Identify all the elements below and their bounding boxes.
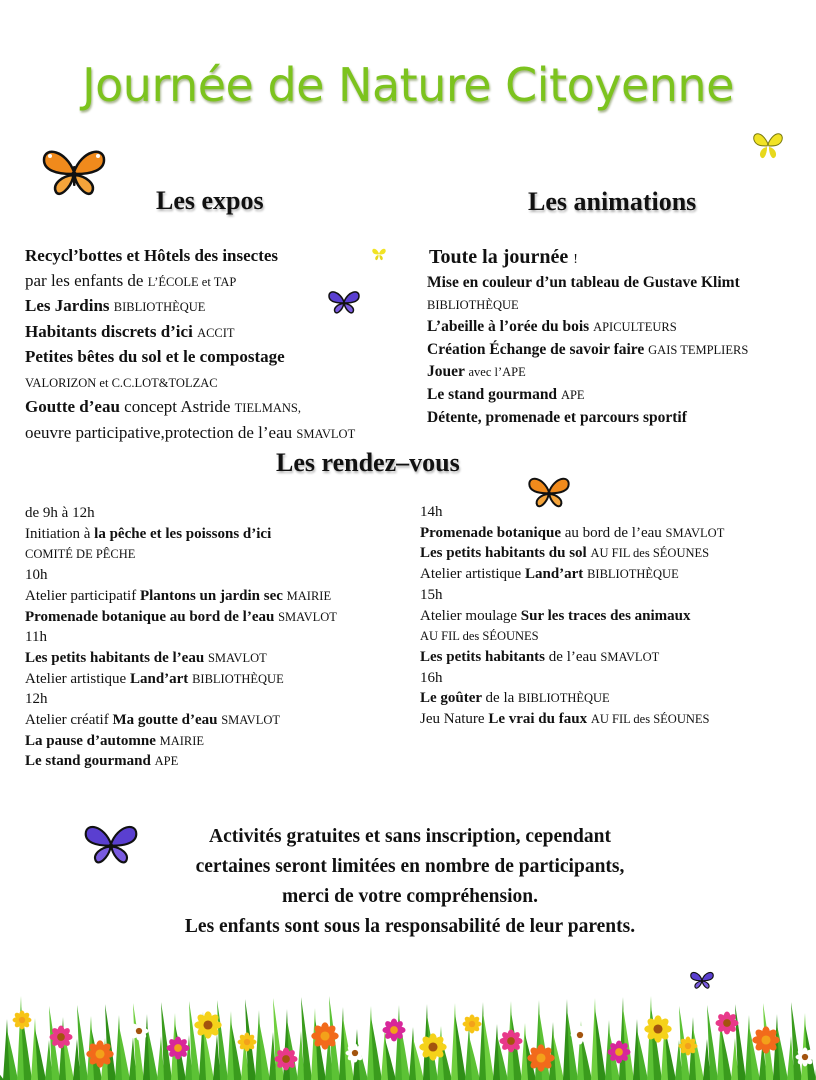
- line-segment: au bord de l’eau: [564, 524, 666, 541]
- line-segment: SMAVLOT: [665, 525, 725, 540]
- line-segment: Habitants discrets d’ici: [25, 321, 198, 341]
- line-segment: Recycl’bottes et Hôtels des insectes: [25, 246, 279, 265]
- line-segment: GAIS TEMPLIERS: [648, 342, 749, 357]
- list-line: [25, 503, 415, 524]
- list-line: [25, 689, 415, 710]
- flower: [571, 1026, 590, 1045]
- line-segment: Mise en couleur d’un tableau de Gustave Klimt: [427, 274, 740, 291]
- line-segment: 10h: [25, 567, 48, 584]
- line-segment: Le stand gourmand: [427, 385, 561, 403]
- list-line: [427, 361, 807, 384]
- line-segment: AU FIL des SÉOUNES: [420, 629, 539, 644]
- list-line: [25, 710, 415, 731]
- line-segment: Les Jardins: [25, 296, 114, 315]
- list-line: [420, 709, 810, 730]
- list-line: [25, 607, 415, 628]
- grass-flower-border: [0, 980, 816, 1080]
- flower: [796, 1048, 815, 1067]
- line-segment: Sur les traces des animaux: [520, 607, 691, 624]
- line-segment: BIBLIOTHÈQUE: [192, 671, 284, 686]
- footer-line: merci de votre compréhension.: [282, 886, 538, 907]
- list-line: [25, 731, 415, 752]
- list-line: [25, 395, 425, 421]
- line-segment: VALORIZON et C.C.LOT&TOLZAC: [25, 375, 218, 390]
- flower: [274, 1047, 297, 1070]
- line-segment: 12h: [25, 691, 48, 708]
- line-segment: 16h: [420, 669, 443, 686]
- line-segment: TIELMANS,: [234, 401, 301, 415]
- list-line: [25, 586, 415, 607]
- line-segment: L’abeille à l’orée du bois: [427, 318, 594, 336]
- line-segment: MAIRIE: [286, 588, 332, 603]
- animations-subheading: [429, 246, 578, 269]
- flower: [238, 1033, 257, 1052]
- list-line: [420, 606, 810, 627]
- line-segment: ACCIT: [197, 325, 235, 340]
- line-segment: Atelier artistique: [420, 566, 525, 583]
- list-line: [427, 294, 807, 317]
- line-segment: Atelier participatif: [25, 587, 140, 604]
- list-line: [25, 544, 415, 565]
- line-segment: et: [198, 274, 214, 289]
- line-segment: TAP: [213, 274, 237, 289]
- line-segment: APE: [154, 754, 179, 769]
- line-segment: Petites bêtes du sol et le compostage: [25, 347, 285, 366]
- list-line: [25, 370, 425, 396]
- flower: [527, 1044, 554, 1071]
- line-segment: 11h: [25, 629, 47, 646]
- list-line: [420, 585, 810, 606]
- line-segment: Les petits habitants de l’eau: [25, 649, 208, 666]
- line-segment: la pêche et les poissons d’ici: [94, 525, 272, 542]
- rendezvous-heading: Les rendez–vous: [276, 448, 460, 477]
- line-segment: Land’art: [129, 670, 193, 687]
- flower: [607, 1040, 630, 1063]
- line-segment: Jeu Nature: [420, 711, 489, 728]
- flower: [752, 1026, 779, 1053]
- line-segment: Land’art: [524, 566, 588, 583]
- list-line: [420, 564, 810, 585]
- line-segment: SMAVLOT: [221, 713, 281, 728]
- list-line: [420, 543, 810, 564]
- line-segment: concept Astride: [124, 397, 235, 416]
- list-line: [427, 339, 807, 362]
- line-segment: BIBLIOTHÈQUE: [427, 297, 519, 312]
- orange-butterfly-icon: [42, 146, 106, 198]
- line-segment: Atelier artistique: [25, 670, 130, 687]
- flower: [679, 1037, 698, 1056]
- list-line: [420, 626, 810, 647]
- line-segment: Plantons un jardin sec: [139, 587, 287, 604]
- list-line: [427, 407, 807, 429]
- line-segment: Ma goutte d’eau: [112, 712, 222, 729]
- line-segment: Création Échange de savoir faire: [427, 340, 649, 358]
- line-segment: BIBLIOTHÈQUE: [587, 567, 679, 582]
- footer-line: Activités gratuites et sans inscription, cependant: [209, 826, 611, 847]
- list-line: [25, 648, 415, 669]
- line-segment: AU FIL des SÉOUNES: [590, 546, 710, 561]
- line-segment: Le stand gourmand: [25, 753, 155, 770]
- line-segment: Détente, promenade et parcours sportif: [427, 408, 687, 426]
- list-line: [25, 565, 415, 586]
- line-segment: Les petits habitants du sol: [420, 545, 591, 562]
- line-segment: Promenade botanique au bord de l’eau: [25, 608, 279, 625]
- line-segment: BIBLIOTHÈQUE: [518, 691, 610, 706]
- line-segment: La pause d’automne: [25, 732, 160, 749]
- list-line: [420, 668, 810, 689]
- list-line: [25, 269, 425, 295]
- flower: [130, 1022, 149, 1041]
- list-line: [25, 751, 415, 772]
- flower: [13, 1011, 32, 1030]
- expos-list: [25, 244, 425, 446]
- line-segment: de l’eau: [548, 648, 601, 665]
- line-segment: par les enfants de: [25, 270, 148, 290]
- line-segment: oeuvre participative,protection de l’eau: [25, 422, 297, 442]
- line-segment: Le goûter: [420, 690, 486, 707]
- flower: [86, 1040, 113, 1067]
- line-segment: SMAVLOT: [296, 426, 356, 441]
- rendezvous-morning-list: [25, 503, 415, 772]
- flower: [194, 1011, 221, 1038]
- line-segment: de 9h à 12h: [25, 505, 95, 521]
- flower: [499, 1029, 522, 1052]
- list-line: [25, 320, 425, 346]
- footer-line: certaines seront limitées en nombre de participants,: [195, 856, 625, 877]
- list-line: [420, 647, 810, 668]
- list-line: [25, 294, 425, 320]
- list-line: [25, 244, 425, 269]
- yellow-butterfly-icon: [750, 128, 786, 162]
- line-segment: Initiation à: [25, 525, 95, 542]
- list-line: [420, 688, 810, 709]
- flower: [463, 1015, 482, 1034]
- line-segment: Les petits habitants: [420, 648, 549, 665]
- animations-subheading-mark: !: [573, 252, 578, 267]
- line-segment: APE: [560, 387, 585, 402]
- footer-line: Les enfants sont sous la responsabilité de leur parents.: [184, 916, 636, 937]
- flower: [644, 1015, 671, 1042]
- flower: [715, 1011, 738, 1034]
- line-segment: APICULTEURS: [593, 320, 677, 335]
- line-segment: de la: [485, 690, 519, 707]
- line-segment: Promenade botanique: [420, 524, 565, 541]
- line-segment: L’ÉCOLE: [147, 274, 199, 289]
- line-segment: Atelier créatif: [25, 712, 113, 729]
- rendezvous-afternoon-list: [420, 502, 810, 730]
- line-segment: MAIRIE: [159, 733, 205, 748]
- list-line: [25, 669, 415, 690]
- list-line: [427, 384, 807, 407]
- flower: [49, 1025, 72, 1048]
- list-line: [420, 502, 810, 523]
- flower: [166, 1036, 189, 1059]
- list-line: [25, 627, 415, 648]
- list-line: [25, 421, 425, 447]
- line-segment: avec l’APE: [468, 365, 526, 380]
- line-segment: COMITÉ DE PÊCHE: [25, 547, 136, 562]
- page-title: Journée de Nature Citoyenne: [82, 58, 734, 112]
- line-segment: 14h: [420, 504, 443, 520]
- line-segment: SMAVLOT: [207, 650, 267, 665]
- flower: [346, 1044, 365, 1063]
- list-line: [427, 316, 807, 339]
- flower: [382, 1018, 405, 1041]
- line-segment: Goutte d’eau: [25, 397, 125, 416]
- animations-heading: Les animations: [528, 187, 697, 216]
- line-segment: Jouer: [427, 363, 469, 381]
- line-segment: AU FIL des SÉOUNES: [590, 712, 710, 727]
- flower: [311, 1022, 338, 1049]
- animations-list: [427, 272, 807, 428]
- line-segment: SMAVLOT: [600, 649, 660, 664]
- list-line: [25, 345, 425, 370]
- footer-notice: [130, 822, 690, 942]
- line-segment: SMAVLOT: [278, 609, 337, 624]
- list-line: [25, 524, 415, 545]
- expos-heading: Les expos: [156, 186, 264, 215]
- line-segment: Le vrai du faux: [488, 711, 591, 728]
- line-segment: BIBLIOTHÈQUE: [113, 300, 206, 314]
- line-segment: Atelier moulage: [420, 607, 521, 624]
- list-line: [420, 523, 810, 544]
- flower: [419, 1033, 446, 1060]
- list-line: [427, 272, 807, 294]
- animations-subheading-text: Toute la journée: [429, 246, 569, 268]
- line-segment: 15h: [420, 586, 443, 603]
